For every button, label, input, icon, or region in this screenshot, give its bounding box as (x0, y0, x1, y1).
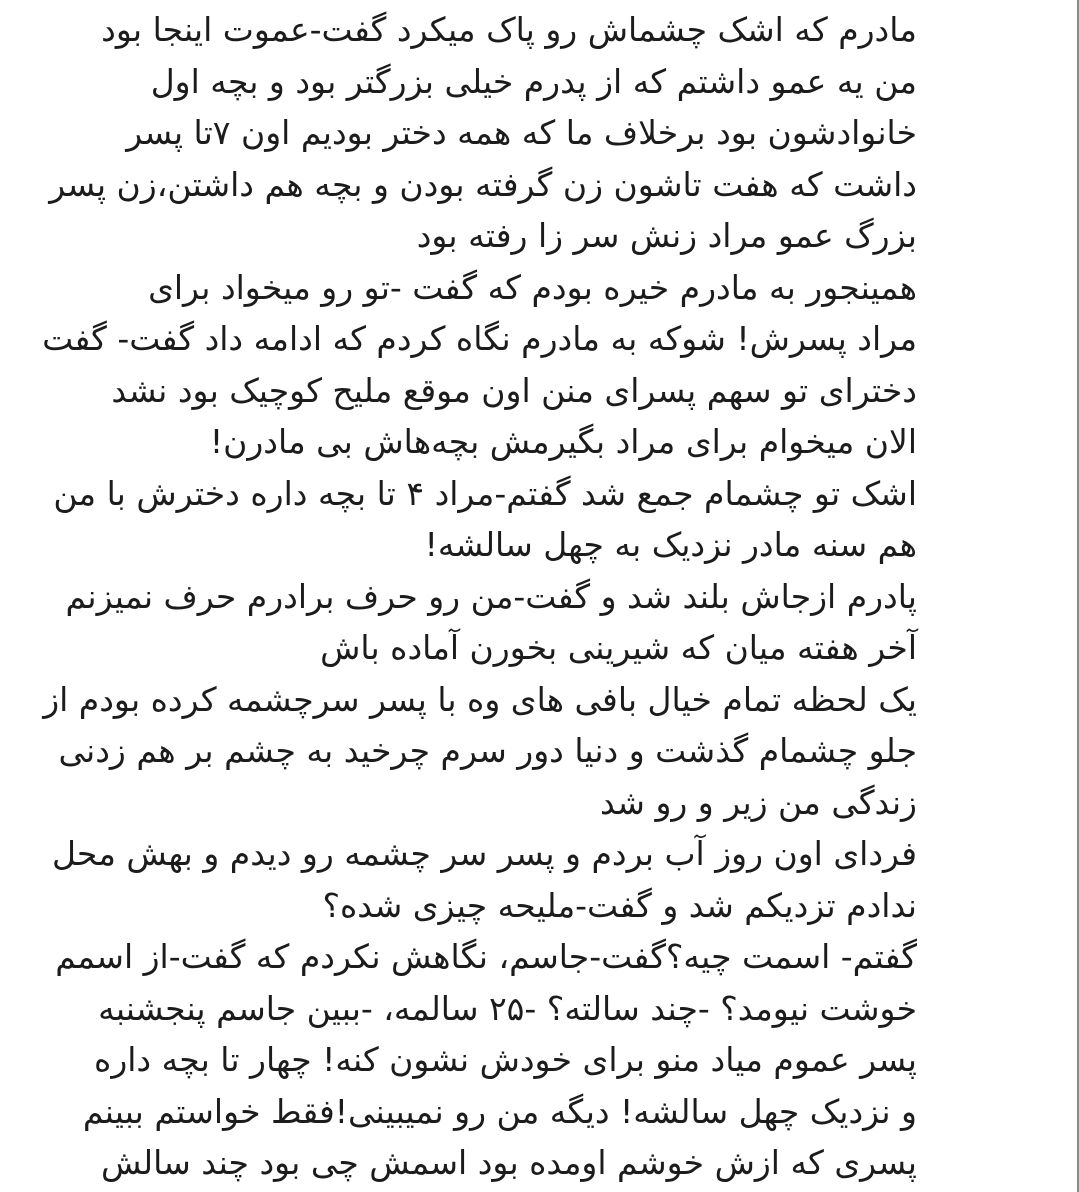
story-line: پسری که ازش خوشم اومده بود اسمش چی بود چند سالش (100, 1143, 917, 1182)
story-line: جلو چشمام گذشت و دنیا دور سرم چرخید به چشم بر هم زدنی (58, 731, 917, 770)
story-line: و نزدیک چهل سالشه! دیگه من رو نمیبینی!فقط خواستم ببینم (82, 1091, 917, 1131)
story-line: داشت که هفت تاشون زن گرفته بودن و بچه هم داشتن،زن پسر (49, 164, 917, 204)
story-line: پادرم ازجاش بلند شد و گفت-من رو حرف برادرم حرف نمیزنم (65, 576, 917, 616)
story-line: اشک تو چشمام جمع شد گفتم-مراد ۴ تا بچه داره دخترش با من (53, 473, 917, 513)
story-line: من یه عمو داشتم که از پدرم خیلی بزرگتر بود و بچه اول (150, 61, 917, 101)
story-line: مراد پسرش! شوکه به مادرم نگاه کردم که ادامه داد گفت- گفت (42, 319, 917, 358)
story-line: مادرم که اشک چشماش رو پاک میکرد گفت-عموت اینجا بود (101, 10, 917, 49)
story-line: فردای اون روز آب بردم و پسر سر چشمه رو دیدم و بهش محل (51, 834, 917, 873)
story-line: یک لحظه تمام خیال بافی های وه با پسر سرچشمه کرده بودم از (43, 679, 917, 719)
story-line: آخر هفته میان که شیرینی بخورن آماده باش (320, 628, 917, 667)
story-line: همینجور به مادرم خیره بودم که گفت -تو رو میخواد برای (148, 267, 917, 307)
story-line: ندادم تزدیکم شد و گفت-ملیحه چیزی شده؟ (322, 885, 917, 925)
story-line: زندگی من زیر و رو شد (599, 782, 917, 822)
story-line: الان میخوام برای مراد بگیرمش بچه‌هاش بی مادرن! (209, 422, 917, 461)
story-line: هم سنه مادر نزدیک به چهل سالشه! (424, 525, 917, 564)
story-line: پسر عموم میاد منو برای خودش نشون کنه! چهار تا بچه داره (94, 1040, 917, 1079)
story-line: دخترای تو سهم پسرای منن اون موقع ملیح کوچیک بود نشد (111, 370, 917, 410)
story-line: خانوادشون بود برخلاف ما که همه دختر بودیم اون ۷تا پسر (126, 113, 917, 152)
story-line: گفتم- اسمت چیه؟گفت-جاسم، نگاهش نکردم که گفت-از اسمم (55, 937, 917, 976)
story-line: بزرگ عمو مراد زنش سر زا رفته بود (416, 216, 917, 255)
story-line: خوشت نیومد؟ -چند سالته؟ -۲۵ سالمه، -ببین جاسم پنجشنبه (98, 988, 917, 1028)
